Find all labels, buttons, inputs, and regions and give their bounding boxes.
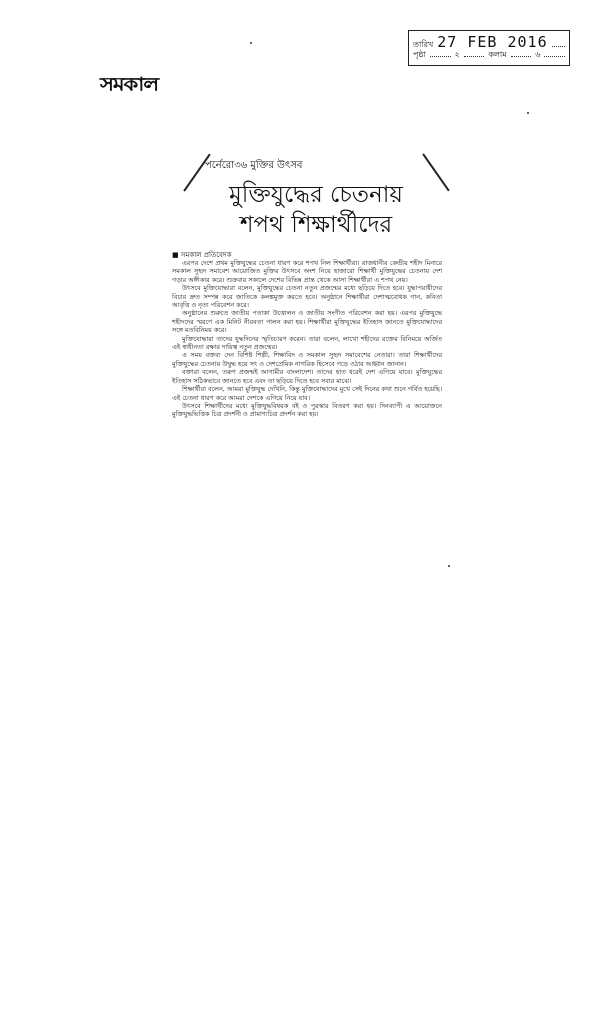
stamp-column-label: কলাম [488,50,507,59]
paragraph: উৎসবে শিক্ষার্থীদের মধ্যে মুক্তিযুদ্ধবিষয়ক বই ও পুরস্কার বিতরণ করা হয়। দিনব্যাপী এ আয়োজনে মুক্তিযুদ্ধভিত্তিক চিত্র প্রদর্শনী ও প্রামাণ্যচিত্র প্রদর্শন করা হয়। [172,401,442,419]
scan-speck [448,565,450,567]
scan-speck [527,112,529,114]
paragraph: এ সময় বক্তব্য দেন বিশিষ্ট শিল্পী, শিক্ষাবিদ ও সমকাল সুহৃদ সমাবেশের নেতারা। তারা শিক্ষার্থীদের মুক্তিযুদ্ধের চেতনায় উদ্বুদ্ধ হয়ে সৎ ও দেশপ্রেমিক নাগরিক হিসেবে গড়ে ওঠার আহ্বান জানান। [172,351,442,368]
article-headline [196,180,436,240]
stamp-page-value: ২ [454,50,460,59]
paragraph: বক্তারা বলেন, তরুণ প্রজন্মই আগামীর বাংলাদেশ। তাদের হাত ধরেই দেশ এগিয়ে যাবে। মুক্তিযুদ্ধের ইতিহাস সঠিকভাবে জানতে হবে এবং তা ছড়িয়ে দিতে হবে সবার মাঝে। [172,368,442,385]
paragraph: মুক্তিযোদ্ধারা তাদের যুদ্ধদিনের স্মৃতিচারণ করেন। তারা বলেন, লাখো শহীদের রক্তের বিনিময়ে অর্জিত এই স্বাধীনতা রক্ষার দায়িত্ব নতুন প্রজন্মের। [172,334,442,352]
headline-line-2: শপথ শিক্ষার্থীদের [239,212,393,238]
paragraph: এরপর দেশে প্রথম মুক্তিযুদ্ধের চেতনা ধারণ করে শপথ নিল শিক্ষার্থীরা। রাজধানীর কেন্দ্রীয় শহীদ মিনারে সমকাল সুহৃদ সমাবেশ আয়োজিত মুক্তির উৎসবে অংশ নিয়ে হাজারো শিক্ষার্থী মুক্তিযুদ্ধের চেতনায় দেশ গড়ার অঙ্গীকার করে। শুক্রবার সকালে দেশের বিভিন্ন প্রান্ত থেকে আসা শিক্ষার্থীরা এ শপথ নেয়। [172,259,442,284]
stamp-date-value: 27 FEB 2016 [437,33,548,51]
scan-speck [250,42,252,44]
date-stamp [408,30,570,66]
paragraph: উৎসবে মুক্তিযোদ্ধারা বলেন, মুক্তিযুদ্ধের চেতনা নতুন প্রজন্মের মধ্যে ছড়িয়ে দিতে হবে। যুদ্ধাপরাধীদের বিচার দ্রুত সম্পন্ন করে জাতিকে কলঙ্কমুক্ত করতে হবে। অনুষ্ঠানে শিক্ষার্থীরা দেশাত্মবোধক গান, কবিতা আবৃত্তি ও নৃত্য পরিবেশন করে। [172,284,442,310]
article-byline: ■ সমকাল প্রতিবেদক [172,251,232,259]
headline-line-1: মুক্তিযুদ্ধের চেতনায় [229,182,403,208]
newspaper-logo: সমকাল [100,73,158,95]
article-body [172,259,442,419]
paragraph: শিক্ষার্থীরা বলেন, আমরা মুক্তিযুদ্ধ দেখিনি, কিন্তু মুক্তিযোদ্ধাদের মুখে সেই দিনের কথা শুনে গর্বিত হয়েছি। এই চেতনা ধারণ করে আমরা দেশকে এগিয়ে নিয়ে যাব। [172,385,442,402]
stamp-page-label: পৃষ্ঠা [413,50,426,59]
stamp-column-value: ৬ [535,50,541,59]
article-kicker: পর্নেরো৩৬ মুক্তির উৎসব [205,160,303,171]
stamp-date-label: তারিখ [413,40,434,49]
paragraph: অনুষ্ঠানের শুরুতে জাতীয় পতাকা উত্তোলন ও জাতীয় সংগীত পরিবেশন করা হয়। এরপর মুক্তিযুদ্ধে শহীদদের স্মরণে এক মিনিট নীরবতা পালন করা হয়। শিক্ষার্থীরা মুক্তিযুদ্ধের ইতিহাস জানতে মুক্তিযোদ্ধাদের সঙ্গে মতবিনিময় করে। [172,309,442,335]
